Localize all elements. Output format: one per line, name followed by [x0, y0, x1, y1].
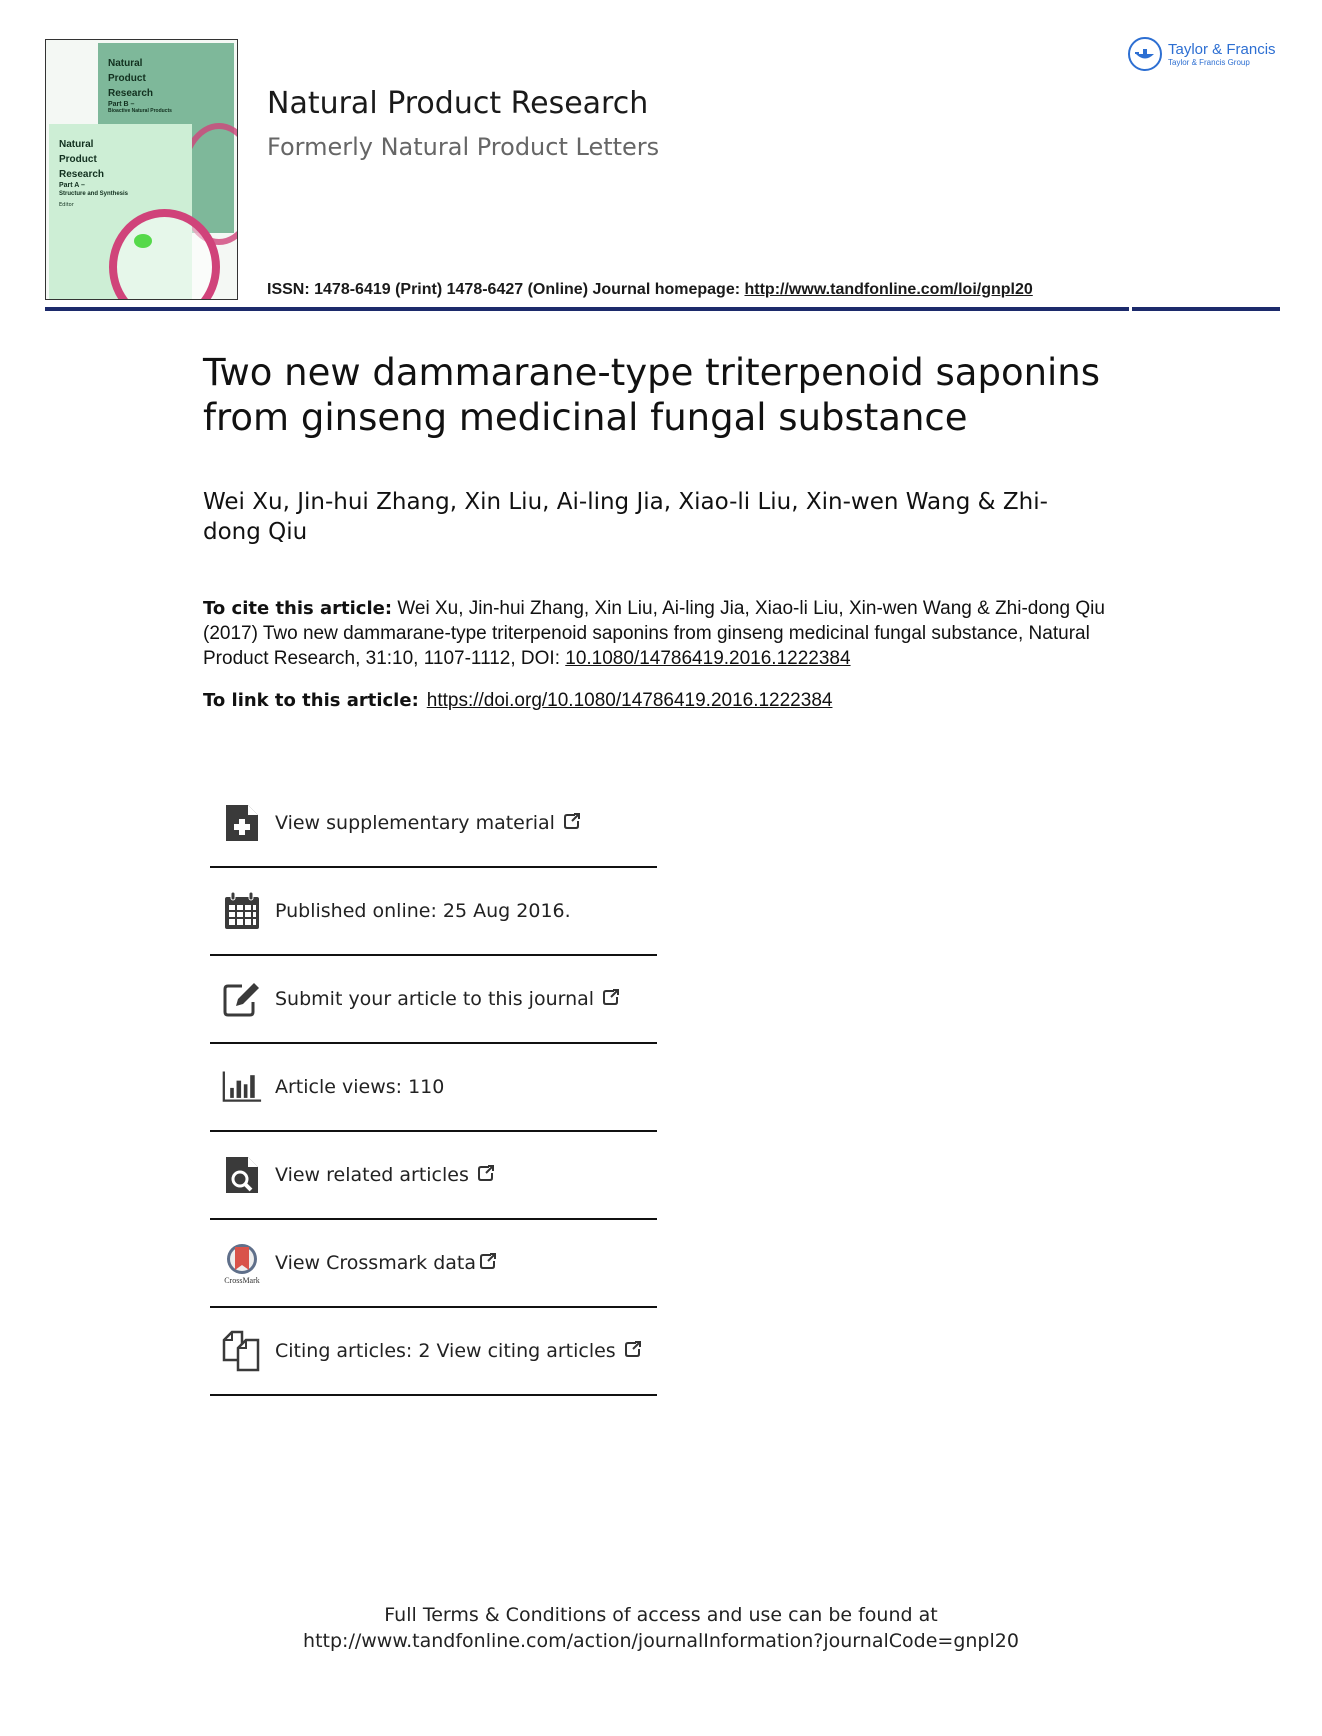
cover-a-part: Part A – — [59, 182, 85, 189]
published-online-row — [210, 868, 657, 956]
cover-part-a — [49, 124, 192, 299]
link-label: To link to this article: — [203, 690, 419, 711]
terms-link[interactable]: http://www.tandfonline.com/action/journalInformation?journalCode=gnpl20 — [303, 1630, 1019, 1652]
supplementary-material-row[interactable] — [210, 780, 657, 868]
cover-a-title-1: Natural — [59, 139, 94, 150]
published-online-label: Published online: 25 Aug 2016. — [275, 900, 571, 922]
molecule-graphic — [134, 234, 152, 248]
article-info-list — [210, 780, 657, 1396]
cover-b-part: Part B – — [108, 101, 135, 108]
cover-b-title-2: Product — [108, 73, 146, 84]
publisher-group: Taylor & Francis Group — [1168, 57, 1250, 67]
issn-line — [267, 281, 1033, 299]
crossmark-icon — [222, 1241, 262, 1285]
cover-a-subtitle: Structure and Synthesis — [59, 191, 129, 197]
journal-subtitle: Formerly Natural Product Letters — [267, 133, 660, 161]
cover-a-title-3: Research — [59, 169, 105, 180]
article-views-row — [210, 1044, 657, 1132]
copy-documents-icon — [222, 1329, 262, 1373]
header-divider — [45, 307, 1129, 311]
crossmark-row[interactable] — [210, 1220, 657, 1308]
external-link-icon — [624, 1340, 642, 1363]
issn-text: ISSN: 1478-6419 (Print) 1478-6427 (Online) Journal homepage: — [267, 281, 745, 298]
crossmark-caption: CrossMark — [224, 1275, 260, 1285]
article-link-line — [203, 690, 832, 712]
document-plus-icon — [222, 801, 262, 845]
citation-doi-link[interactable]: 10.1080/14786419.2016.1222384 — [565, 648, 851, 669]
journal-title: Natural Product Research — [267, 86, 649, 121]
related-articles-row[interactable] — [210, 1132, 657, 1220]
citation-text: Wei Xu, Jin-hui Zhang, Xin Liu, Ai-ling Jia, Xiao-li Liu, Xin-wen Wang & Zhi-dong Qiu (2017) Two new dammarane-type triterpenoid saponins from ginseng medicinal fungal substance, Natural Product Research, 31:10, 1107-1112, DOI: — [203, 598, 1105, 669]
publisher-name: Taylor & Francis — [1168, 40, 1276, 58]
cover-a-title-2: Product — [59, 154, 97, 165]
cover-b-title-1: Natural — [108, 58, 143, 69]
terms-footer — [0, 1602, 1322, 1654]
external-link-icon — [602, 988, 620, 1011]
journal-homepage-link[interactable]: http://www.tandfonline.com/loi/gnpl20 — [744, 281, 1033, 298]
submit-article-label[interactable]: Submit your article to this journal — [275, 987, 595, 1010]
external-link-icon — [477, 1164, 495, 1187]
article-views-label: Article views: 110 — [275, 1076, 445, 1098]
citing-articles-row[interactable] — [210, 1308, 657, 1396]
related-articles-label[interactable]: View related articles — [275, 1163, 469, 1186]
citation-block — [203, 596, 1123, 671]
cover-a-editor: Editor — [59, 202, 74, 208]
taylor-francis-logo[interactable] — [1128, 37, 1276, 71]
document-search-icon — [222, 1153, 262, 1197]
submit-article-row[interactable] — [210, 956, 657, 1044]
supplementary-material-label[interactable]: View supplementary material — [275, 811, 555, 834]
article-authors: Wei Xu, Jin-hui Zhang, Xin Liu, Ai-ling Jia, Xiao-li Liu, Xin-wen Wang & Zhi-dong Qiu — [203, 489, 1048, 545]
journal-cover-image — [45, 39, 238, 300]
teapot-lamp-icon — [1128, 37, 1162, 71]
crossmark-label[interactable]: View Crossmark data — [275, 1251, 477, 1274]
external-link-icon — [563, 812, 581, 835]
edit-icon — [222, 977, 262, 1021]
bar-chart-icon — [222, 1065, 262, 1109]
cover-b-subtitle: Bioactive Natural Products — [108, 108, 172, 114]
terms-text: Full Terms & Conditions of access and use can be found at — [384, 1604, 938, 1626]
article-title: Two new dammarane-type triterpenoid saponins from ginseng medicinal fungal substance — [203, 351, 1101, 439]
citing-articles-label[interactable]: Citing articles: 2 View citing articles — [275, 1339, 616, 1362]
article-doi-link[interactable]: https://doi.org/10.1080/14786419.2016.1222384 — [426, 690, 833, 711]
external-link-icon — [479, 1252, 497, 1275]
header-divider-right — [1132, 307, 1280, 311]
citation-label: To cite this article: — [203, 598, 393, 619]
cover-b-title-3: Research — [108, 88, 154, 99]
calendar-icon — [222, 889, 262, 933]
